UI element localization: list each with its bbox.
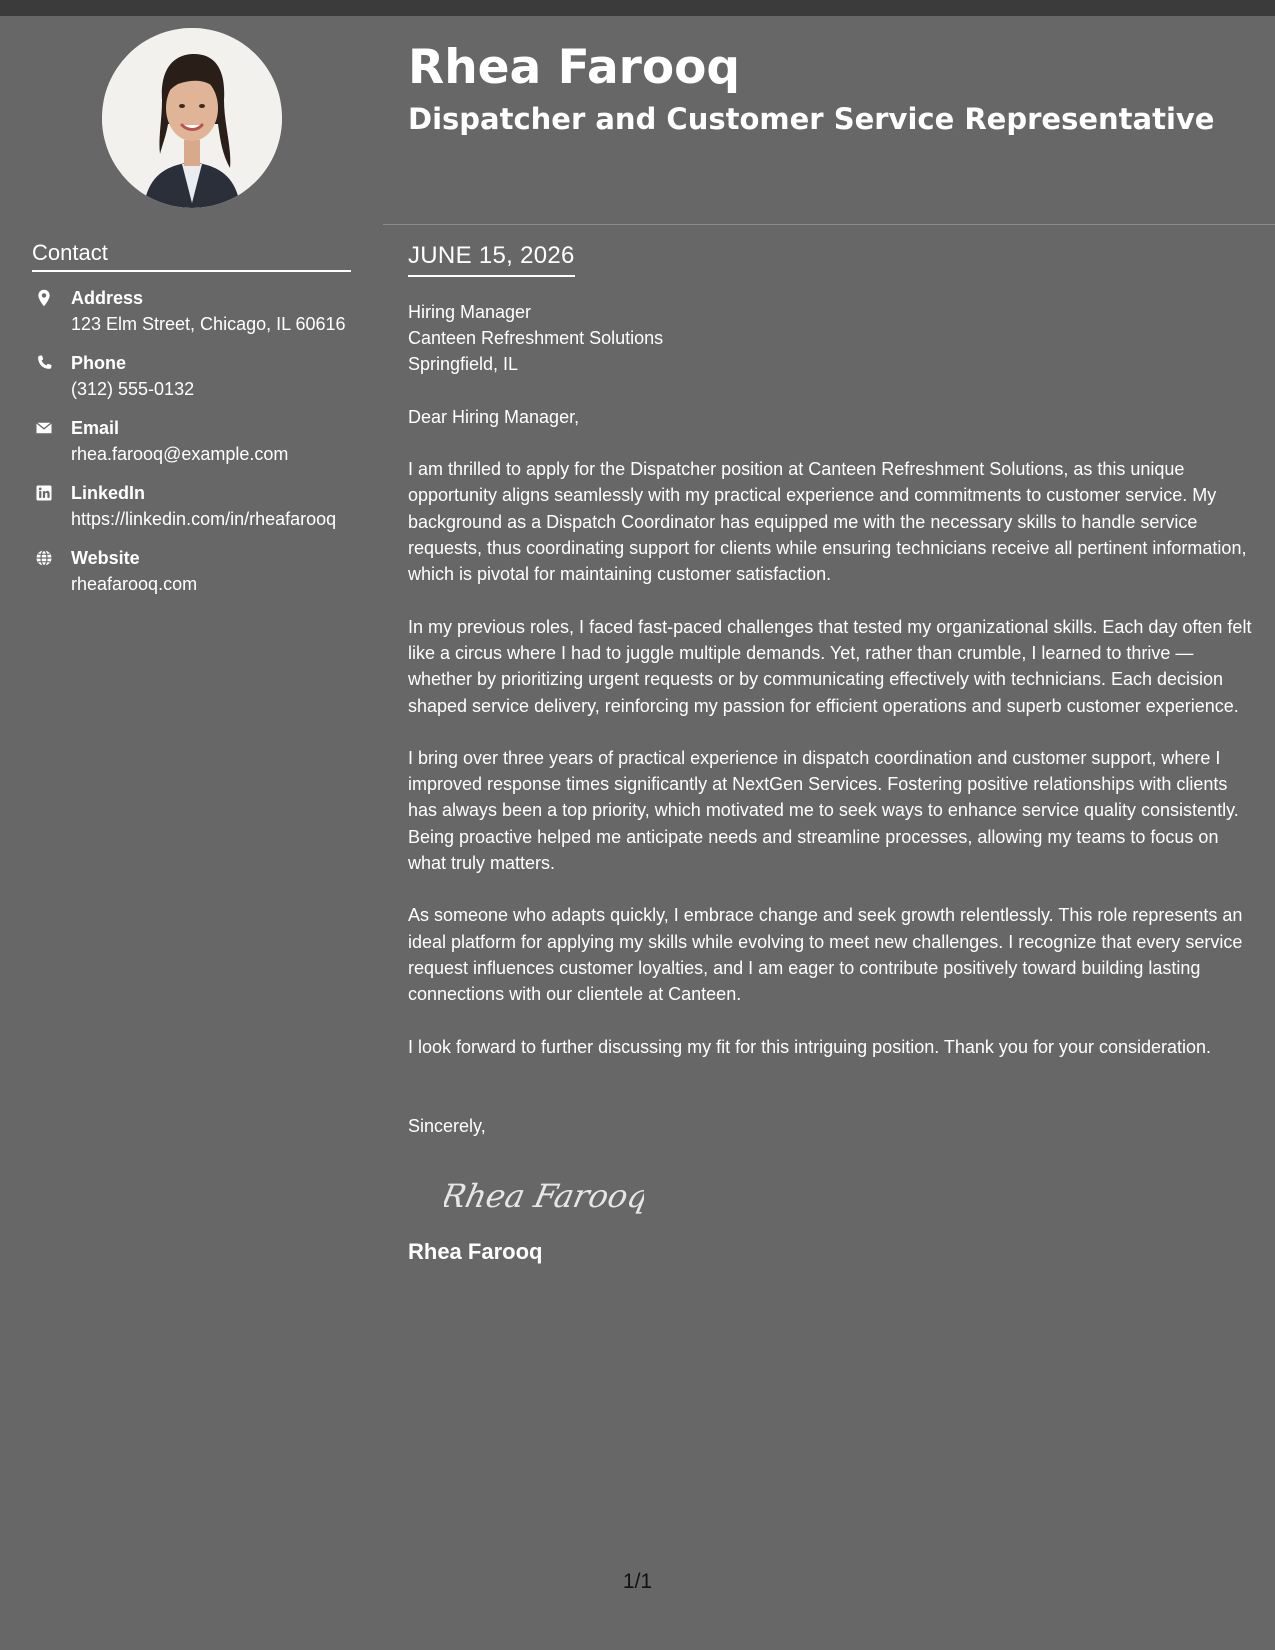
letter-body [408,240,1253,1265]
envelope-icon [35,419,53,437]
contact-item-website [32,546,351,597]
linkedin-icon [35,484,53,502]
website-value[interactable]: rheafarooq.com [71,574,198,595]
page-indicator: 1/1 [622,1570,653,1593]
letter-paragraph: As someone who adapts quickly, I embrace change and seek growth relentlessly. This role represents an ideal platform for applying my skills while evolving to meet new challenges. I recognize that every service request influences customer loyalties, and I am eager to contribute positively toward building lasting connections with our clientele at Canteen. [408,905,1243,1005]
letter-paragraph: I look forward to further discussing my fit for this intriguing position. Thank you for your consideration. [408,1036,1212,1057]
contact-item-email [32,416,351,467]
contact-item-linkedin [32,481,351,532]
contact-heading: Contact [32,240,351,272]
salutation: Dear Hiring Manager, [408,407,580,428]
handwritten-signature [444,1167,1253,1225]
closing-line: Sincerely, [408,1115,486,1136]
address-label: Address [71,288,144,309]
profile-photo [102,28,282,208]
email-value[interactable]: rhea.farooq@example.com [71,444,289,465]
location-pin-icon [35,289,53,307]
recipient-company: Canteen Refreshment Solutions [408,328,664,349]
letter-paragraph: I am thrilled to apply for the Dispatcher position at Canteen Refreshment Solutions, as this unique opportunity aligns seamlessly with my practical experience and commitments to customer service. My background as a Dispatch Coordinator has equipped me with the necessary skills to handle service requests, thus coordinating support for clients while ensuring technicians receive all pertinent information, which is pivotal for maintaining customer satisfaction. [408,459,1247,585]
header-divider [383,224,1275,225]
linkedin-value[interactable]: https://linkedin.com/in/rheafarooq [71,509,337,530]
contact-item-phone [32,351,351,402]
signature-graphic: Rhea Farooq [444,1177,644,1215]
applicant-role: Dispatcher and Customer Service Representative [408,102,1215,136]
letter-date: JUNE 15, 2026 [408,240,575,277]
contact-sidebar [32,240,351,597]
top-bar [0,0,1275,16]
applicant-name: Rhea Farooq [408,40,741,95]
letter-paragraph: I bring over three years of practical experience in dispatch coordination and customer support, where I improved response times significantly at NextGen Services. Fostering positive relationships with clients has always been a top priority, which motivated me to seek ways to enhance service quality consistently. Being proactive helped me anticipate needs and streamline processes, allowing my teams to focus on what truly matters. [408,747,1239,874]
globe-icon [35,549,53,567]
signer-name: Rhea Farooq [408,1238,543,1264]
phone-value[interactable]: (312) 555-0132 [71,379,195,400]
phone-label: Phone [71,353,127,374]
portrait-image [102,28,282,208]
address-value: 123 Elm Street, Chicago, IL 60616 [71,314,346,335]
contact-item-address [32,286,351,337]
website-label: Website [71,548,140,569]
linkedin-label: LinkedIn [71,483,146,504]
recipient-block [408,299,1253,377]
email-label: Email [71,418,120,439]
recipient-title: Hiring Manager [408,302,532,323]
phone-icon [35,354,53,372]
letter-paragraph: In my previous roles, I faced fast-paced challenges that tested my organizational skills. Each day often felt like a circus where I had to juggle multiple demands. Yet, rather than crumble, I learned to thrive — whether by prioritizing urgent requests or by communicating effectively with technicians. Each decision shaped service delivery, reinforcing my passion for efficient operations and superb customer experience. [408,616,1252,716]
recipient-location: Springfield, IL [408,354,519,375]
